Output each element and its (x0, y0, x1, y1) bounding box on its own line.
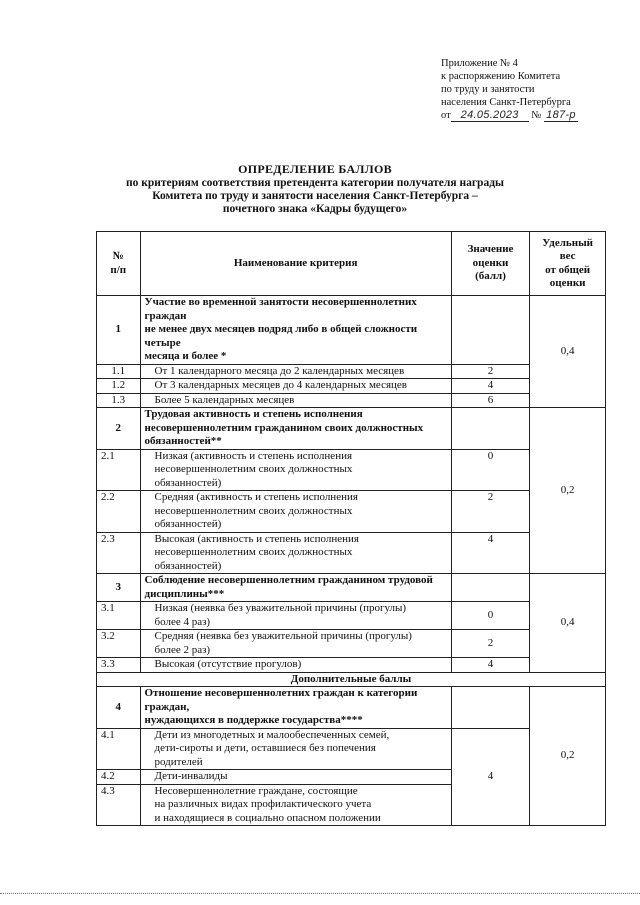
table-row (97, 728, 606, 770)
row-number: 3.2 (97, 630, 141, 658)
group-criterion: Участие во временной занятости несовершеннолетних граждан не менее двух месяцев подряд либо в общей сложности четыре месяца и более * (140, 296, 451, 365)
group-criterion: Отношение несовершеннолетних граждан к категории граждан, нуждающихся в поддержке государства**** (140, 687, 451, 729)
row-number: 2.3 (97, 532, 141, 574)
number-prefix: № (531, 110, 542, 121)
row-number: 1 (97, 296, 141, 365)
criterion-text: Высокая (отсутствие прогулов) (140, 658, 451, 673)
criteria-table (96, 231, 606, 826)
row-number: 1.1 (97, 364, 141, 379)
group-criterion: Трудовая активность и степень исполнения несовершеннолетним гражданином своих должностных обязанностей** (140, 408, 451, 450)
table-row (97, 532, 606, 574)
score-value: 4 (451, 532, 530, 574)
criterion-text: Средняя (активность и степень исполнения несовершеннолетним своих должностных обязанностей) (140, 491, 451, 533)
document-title (100, 163, 530, 216)
table-row (97, 602, 606, 630)
score-value: 0 (451, 449, 530, 491)
row-number: 4.1 (97, 728, 141, 770)
title-line: Комитета по труду и занятости населения Санкт-Петербурга – (152, 190, 478, 202)
criterion-text: Дети из многодетных и малообеспеченных семей, дети-сироты и дети, оставшиеся без попечения родителей (140, 728, 451, 770)
header-weight: Удельный вес от общей оценки (530, 232, 606, 296)
extra-points-header: Дополнительные баллы (97, 672, 606, 687)
row-number: 4.2 (97, 770, 141, 785)
row-number: 1.3 (97, 393, 141, 408)
appendix-line: к распоряжению Комитета (441, 71, 561, 82)
weight-value: 0,2 (530, 408, 606, 574)
score-value: 6 (451, 393, 530, 408)
handwritten-date: 24.05.2023 (460, 109, 519, 121)
score-value: 4 (451, 379, 530, 394)
criterion-text: Более 5 календарных месяцев (140, 393, 451, 408)
table-row (97, 449, 606, 491)
criterion-text: Средняя (неявка без уважительной причины (прогулы) более 2 раз) (140, 630, 451, 658)
date-prefix: от (441, 110, 451, 121)
appendix-line: Приложение № 4 (441, 58, 518, 69)
weight-value: 0,2 (530, 687, 606, 826)
criterion-text: Низкая (активность и степень исполнения несовершеннолетним своих должностных обязанностей) (140, 449, 451, 491)
table-row (97, 491, 606, 533)
row-number: 2.2 (97, 491, 141, 533)
table-row (97, 687, 606, 729)
group-criterion: Соблюдение несовершеннолетним гражданином трудовой дисциплины*** (140, 574, 451, 602)
criterion-text: Низкая (неявка без уважительной причины (прогулы) более 4 раз) (140, 602, 451, 630)
title-line: по критериям соответствия претендента категории получателя награды (125, 177, 505, 189)
header-number: № п/п (97, 232, 141, 296)
handwritten-number: 187-р (546, 109, 576, 121)
row-number: 3.1 (97, 602, 141, 630)
row-number: 4.3 (97, 784, 141, 826)
row-number: 3.3 (97, 658, 141, 673)
row-number: 3 (97, 574, 141, 602)
score-value: 0 (451, 602, 530, 630)
appendix-date-line (441, 109, 578, 122)
appendix-line: по труду и занятости (441, 84, 535, 95)
table-row (97, 379, 606, 394)
weight-value: 0,4 (530, 574, 606, 673)
table-row (97, 364, 606, 379)
table-row (97, 658, 606, 673)
title-main: ОПРЕДЕЛЕНИЕ БАЛЛОВ (238, 162, 392, 176)
table-row (97, 408, 606, 450)
table-row (97, 296, 606, 365)
score-value: 2 (451, 364, 530, 379)
criterion-text: От 3 календарных месяцев до 4 календарных месяцев (140, 379, 451, 394)
score-value: 2 (451, 491, 530, 533)
row-number: 2 (97, 408, 141, 450)
row-number: 1.2 (97, 379, 141, 394)
score-value: 2 (451, 630, 530, 658)
score-value: 4 (451, 658, 530, 673)
criterion-text: От 1 календарного месяца до 2 календарных месяцев (140, 364, 451, 379)
scan-edge-line (0, 893, 640, 894)
header-score: Значение оценки (балл) (451, 232, 530, 296)
table-row (97, 393, 606, 408)
row-number: 2.1 (97, 449, 141, 491)
row-number: 4 (97, 687, 141, 729)
appendix-line: населения Санкт-Петербурга (441, 97, 571, 108)
table-row (97, 574, 606, 602)
title-line: почетного знака «Кадры будущего» (222, 203, 408, 215)
criterion-text: Дети-инвалиды (140, 770, 451, 785)
table-row (97, 630, 606, 658)
appendix-block (441, 57, 578, 122)
table-header-row (97, 232, 606, 296)
weight-value: 0,4 (530, 296, 606, 408)
criterion-text: Несовершеннолетние граждане, состоящие на различных видах профилактического учета и находящиеся в социально опасном положении (140, 784, 451, 826)
score-value: 4 (451, 728, 530, 826)
criterion-text: Высокая (активность и степень исполнения несовершеннолетним своих должностных обязанностей) (140, 532, 451, 574)
header-criterion: Наименование критерия (140, 232, 451, 296)
